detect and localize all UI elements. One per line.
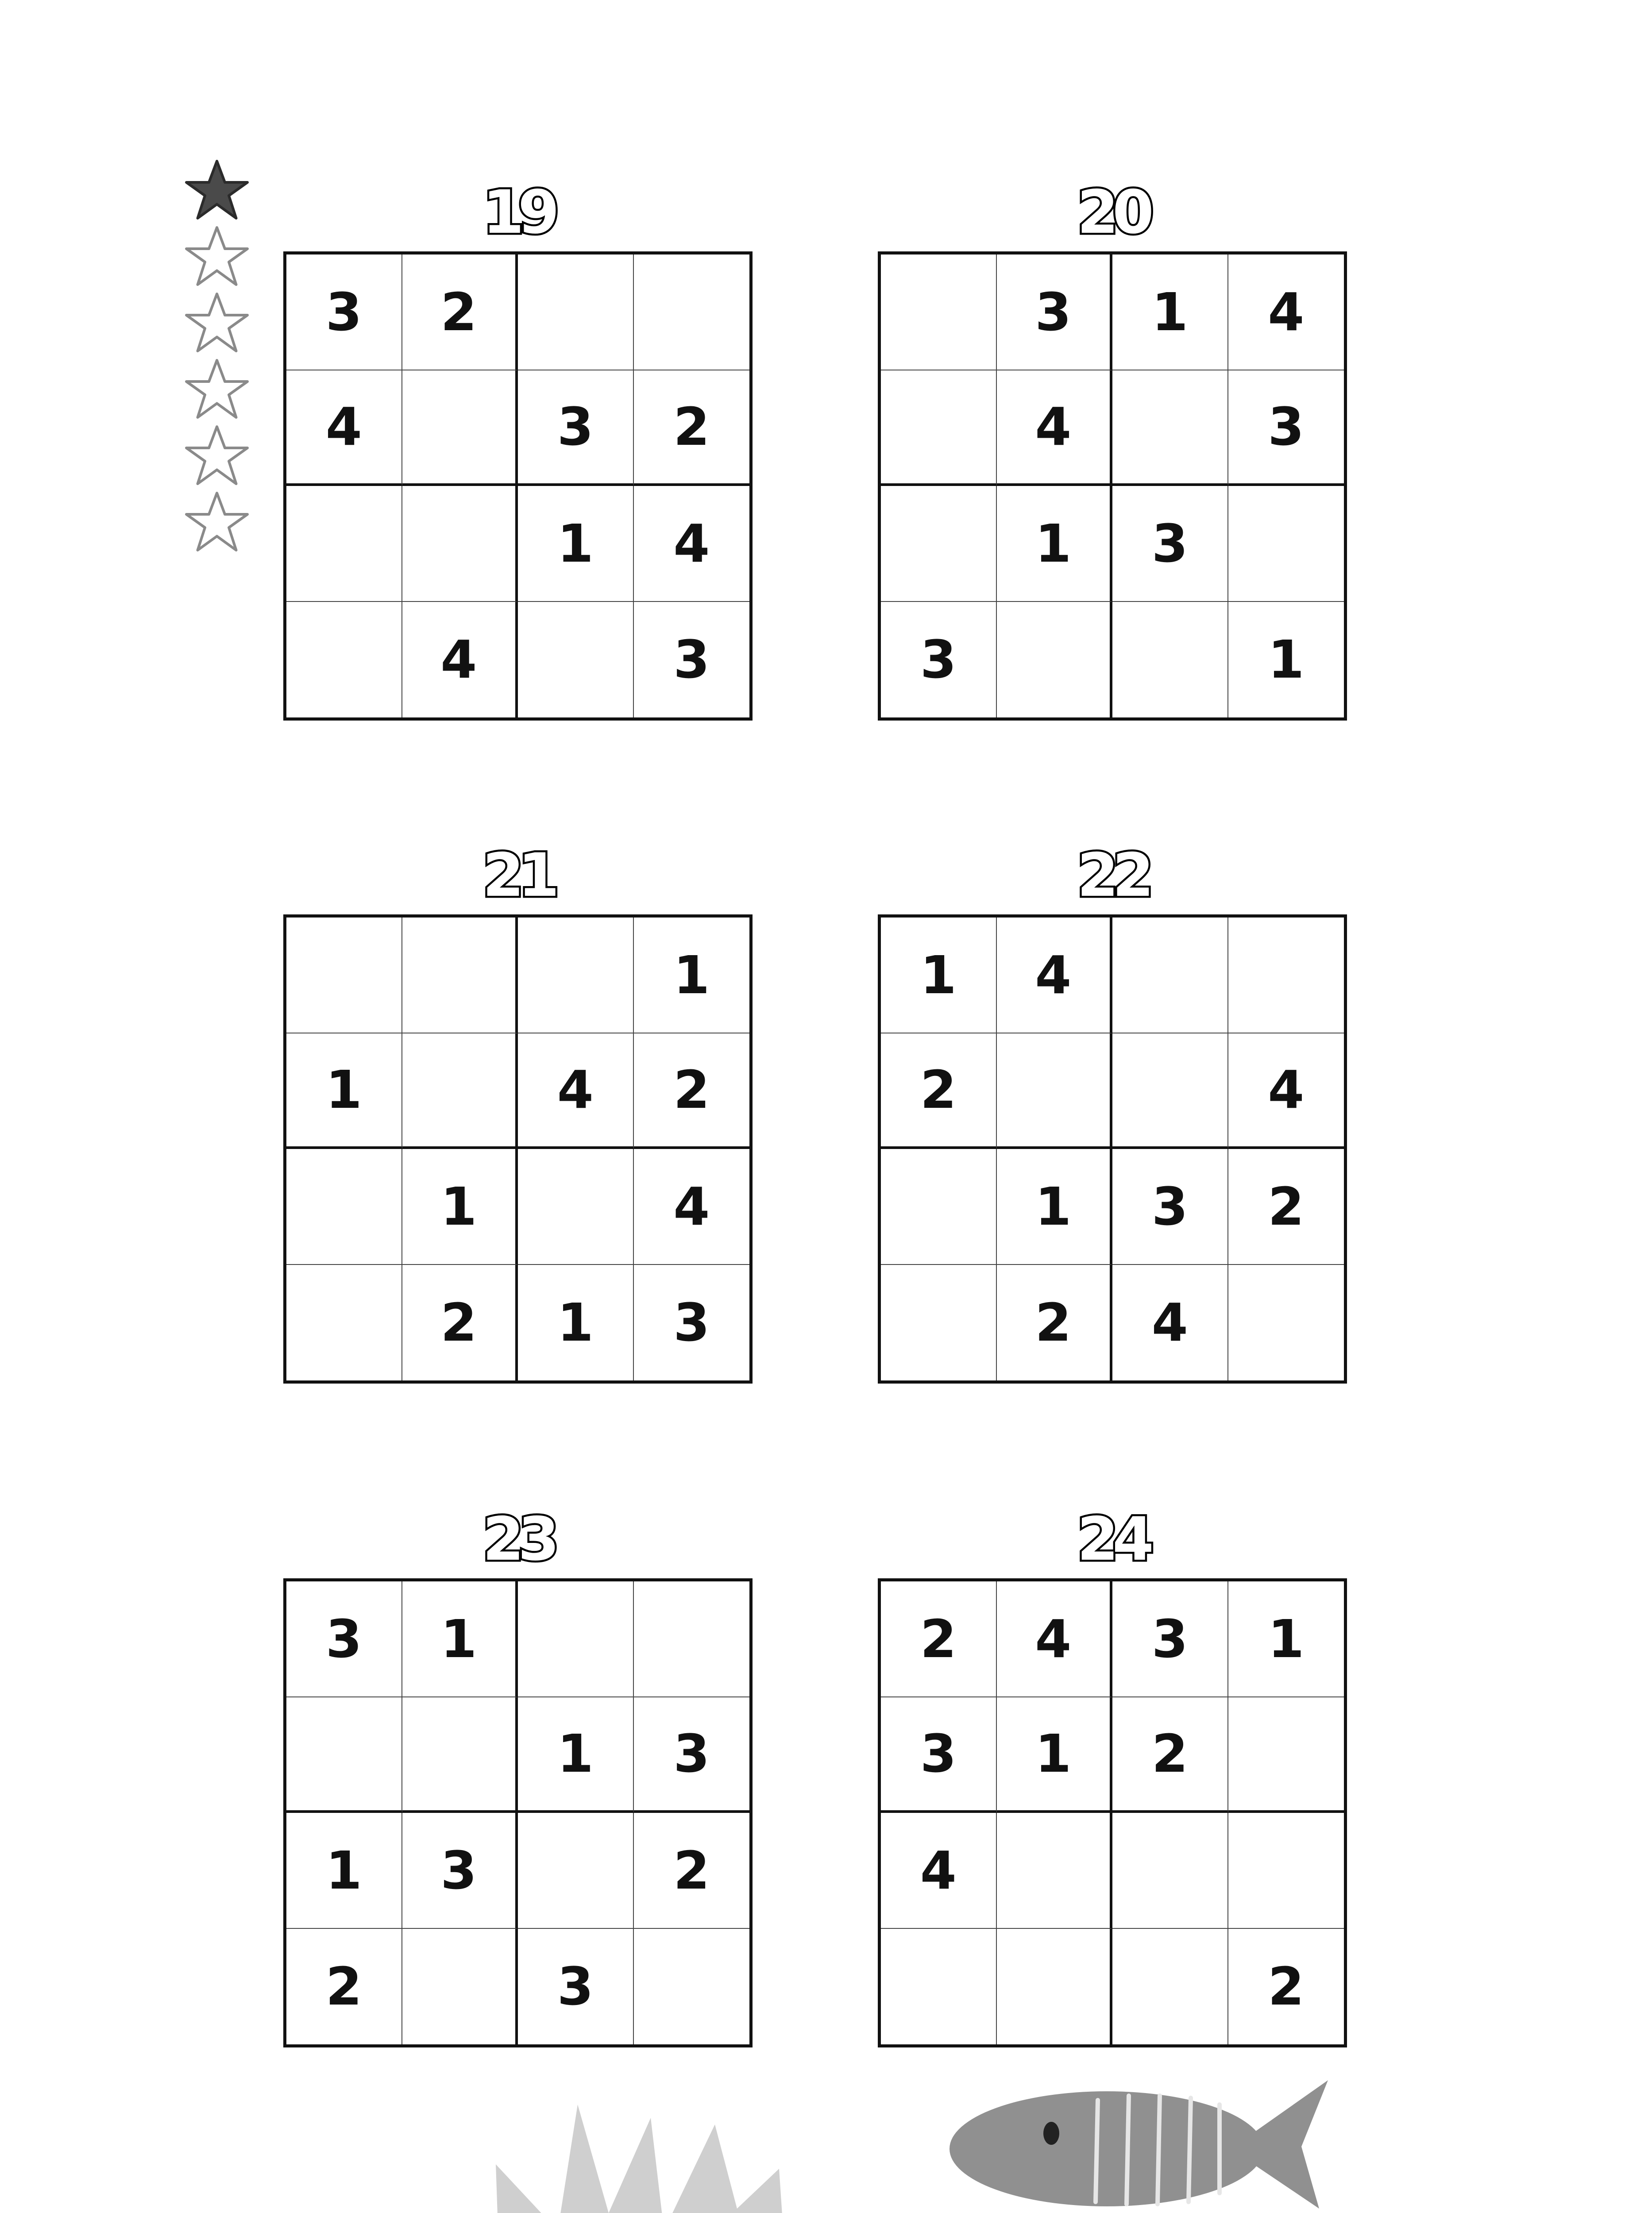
puzzle-20 — [878, 179, 1347, 721]
grid-cell — [1228, 1813, 1344, 1929]
grid-cell — [1112, 1929, 1228, 2045]
grid-cell — [286, 602, 402, 718]
grid-cell: 3 — [286, 254, 402, 370]
puzzle-22 — [878, 842, 1347, 1384]
grid-cell — [518, 1813, 634, 1929]
grid-cell — [402, 1033, 518, 1149]
grid-cell — [286, 486, 402, 602]
grid-cell — [634, 1929, 750, 2045]
puzzle-19 — [283, 179, 753, 721]
sudoku-grid — [878, 914, 1347, 1384]
grid-cell — [518, 1149, 634, 1265]
grid-cell: 3 — [673, 629, 710, 690]
grid-cell — [1228, 1265, 1344, 1381]
grid-cell — [1228, 1697, 1344, 1813]
grid-cell: 3 — [402, 1813, 518, 1929]
grid-cell: 2 — [634, 370, 750, 486]
grid-cell: 4 — [997, 1581, 1113, 1697]
sudoku-grid — [878, 251, 1347, 721]
puzzle-number: 23 — [482, 1504, 553, 1574]
grid-cell: 2 — [1268, 1956, 1305, 2017]
grid-cell — [997, 1929, 1113, 2045]
grid-cell: 4 — [402, 602, 518, 718]
grid-cell: 2 — [402, 1265, 518, 1381]
grid-cell: 1 — [881, 918, 997, 1033]
puzzle-24 — [878, 1506, 1347, 2047]
grid-cell: 2 — [1112, 1697, 1228, 1813]
grid-cell: 1 — [1228, 1581, 1344, 1697]
grid-cell: 2 — [1228, 1149, 1344, 1265]
grid-cell: 3 — [881, 1697, 997, 1813]
grid-cell: 3 — [1112, 1581, 1228, 1697]
grid-cell: 2 — [286, 1929, 402, 2045]
sudoku-grid — [283, 914, 753, 1384]
grass-icon — [491, 2098, 930, 2213]
grid-cell — [286, 918, 402, 1033]
grid-cell — [881, 1149, 997, 1265]
grid-cell: 2 — [881, 1033, 997, 1149]
grid-cell: 1 — [997, 1149, 1113, 1265]
grid-cell: 2 — [402, 254, 518, 370]
grid-cell: 3 — [518, 370, 634, 486]
grid-cell — [402, 918, 518, 1033]
grid-cell: 1 — [518, 1697, 634, 1813]
grid-cell: 1 — [286, 1813, 402, 1929]
grid-cell: 1 — [518, 1265, 634, 1381]
grid-cell: 1 — [402, 1581, 518, 1697]
grid-cell — [1112, 918, 1228, 1033]
sudoku-grid — [878, 1578, 1347, 2047]
star-icon-empty — [184, 489, 250, 555]
grid-cell — [634, 254, 750, 370]
puzzle-number: 24 — [1077, 1504, 1148, 1574]
grid-cell — [1228, 918, 1344, 1033]
puzzle-number: 21 — [482, 840, 553, 910]
grid-cell: 1 — [997, 1697, 1113, 1813]
grid-cell — [1112, 1813, 1228, 1929]
grid-cell: 3 — [634, 1697, 750, 1813]
grid-cell: 4 — [881, 1813, 997, 1929]
grid-cell — [286, 1265, 402, 1381]
grid-cell — [881, 254, 997, 370]
grid-cell: 3 — [1112, 486, 1228, 602]
grid-cell — [518, 602, 634, 718]
grid-cell — [997, 1033, 1113, 1149]
grid-cell: 4 — [634, 486, 750, 602]
sudoku-grid — [283, 1578, 753, 2047]
grid-cell — [634, 1581, 750, 1697]
star-icon-empty — [184, 356, 250, 423]
grid-cell — [1112, 370, 1228, 486]
grid-cell: 1 — [997, 486, 1113, 602]
puzzle-23 — [283, 1506, 753, 2047]
grid-cell: 1 — [286, 1033, 402, 1149]
grid-cell — [518, 1581, 634, 1697]
grid-cell — [881, 486, 997, 602]
grid-cell: 3 — [881, 602, 997, 718]
fish-body — [950, 2091, 1264, 2206]
star-icon-filled — [184, 157, 250, 224]
grid-cell: 2 — [634, 1813, 750, 1929]
sudoku-grid — [283, 251, 753, 721]
puzzle-number: 20 — [1077, 177, 1148, 247]
grid-cell: 2 — [881, 1581, 997, 1697]
grass-blades — [496, 2105, 788, 2213]
grid-cell — [286, 1697, 402, 1813]
grid-cell — [881, 1265, 997, 1381]
grid-cell — [997, 1813, 1113, 1929]
star-icon-empty — [184, 290, 250, 356]
grid-cell: 3 — [518, 1929, 634, 2045]
grid-cell: 4 — [518, 1033, 634, 1149]
fish-eye — [1043, 2122, 1059, 2145]
grid-cell: 1 — [1112, 254, 1228, 370]
puzzle-number: 22 — [1077, 840, 1148, 910]
grid-cell — [881, 1929, 997, 2045]
grid-cell — [518, 918, 634, 1033]
puzzle-number: 19 — [482, 177, 553, 247]
grid-cell: 4 — [1112, 1265, 1228, 1381]
star-icon-empty — [184, 224, 250, 290]
grid-cell — [881, 370, 997, 486]
grid-cell: 3 — [1228, 370, 1344, 486]
grid-cell — [518, 254, 634, 370]
grid-cell: 1 — [402, 1149, 518, 1265]
grid-cell — [402, 486, 518, 602]
grid-cell — [402, 1929, 518, 2045]
grid-cell — [997, 602, 1113, 718]
grid-cell — [1112, 1033, 1228, 1149]
grid-cell: 1 — [1268, 629, 1305, 690]
grid-cell — [1112, 602, 1228, 718]
grid-cell: 4 — [286, 370, 402, 486]
grid-cell: 3 — [286, 1581, 402, 1697]
fish-icon — [947, 2076, 1332, 2213]
difficulty-rating — [184, 157, 250, 555]
grid-cell: 4 — [634, 1149, 750, 1265]
grid-cell: 3 — [997, 254, 1113, 370]
grid-cell: 2 — [634, 1033, 750, 1149]
grid-cell: 4 — [997, 370, 1113, 486]
grid-cell: 4 — [1228, 254, 1344, 370]
grid-cell: 3 — [1112, 1149, 1228, 1265]
grid-cell — [402, 370, 518, 486]
grid-cell — [402, 1697, 518, 1813]
grid-cell: 1 — [634, 918, 750, 1033]
puzzle-21 — [283, 842, 753, 1384]
grid-cell: 4 — [1228, 1033, 1344, 1149]
grid-cell — [286, 1149, 402, 1265]
star-icon-empty — [184, 423, 250, 489]
grid-cell: 1 — [518, 486, 634, 602]
grid-cell: 2 — [997, 1265, 1113, 1381]
grid-cell — [1228, 486, 1344, 602]
grid-cell: 4 — [997, 918, 1113, 1033]
grid-cell: 3 — [673, 1292, 710, 1353]
